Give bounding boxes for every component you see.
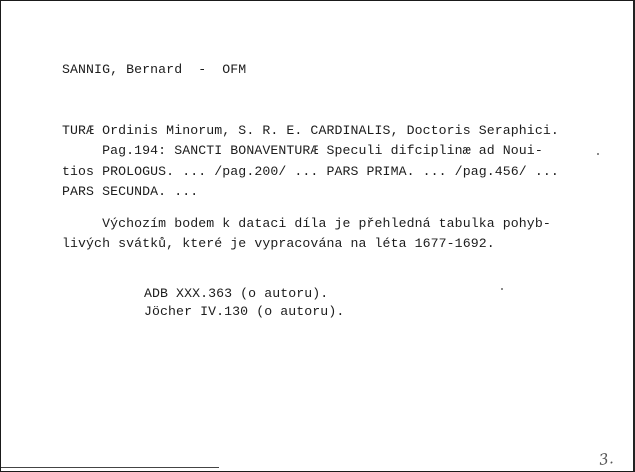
bottom-edge-rule	[1, 467, 219, 468]
note-line-1: Výchozím bodem k dataci díla je přehledná tabulka pohyb-	[62, 216, 551, 231]
reference-jocher: Jöcher IV.130 (o autoru).	[144, 304, 345, 319]
page-number: 3.	[597, 449, 615, 469]
note-line-2: livých svátků, které je vypracována na léta 1677-1692.	[62, 236, 495, 251]
title-line-4: PARS SECUNDA. ...	[62, 184, 199, 199]
title-line-2: Pag.194: SANCTI BONAVENTURÆ Speculi difciplinæ ad Noui-	[62, 143, 543, 158]
reference-adb: ADB XXX.363 (o autoru).	[144, 286, 329, 301]
paper-speck	[597, 153, 599, 155]
title-line-1: TURÆ Ordinis Minorum, S. R. E. CARDINALIS, Doctoris Seraphici.	[62, 123, 559, 138]
card-heading: SANNIG, Bernard - OFM	[62, 62, 247, 77]
title-line-3: tios PROLOGUS. ... /pag.200/ ... PARS PRIMA. ... /pag.456/ ...	[62, 164, 559, 179]
paper-speck	[501, 288, 503, 290]
